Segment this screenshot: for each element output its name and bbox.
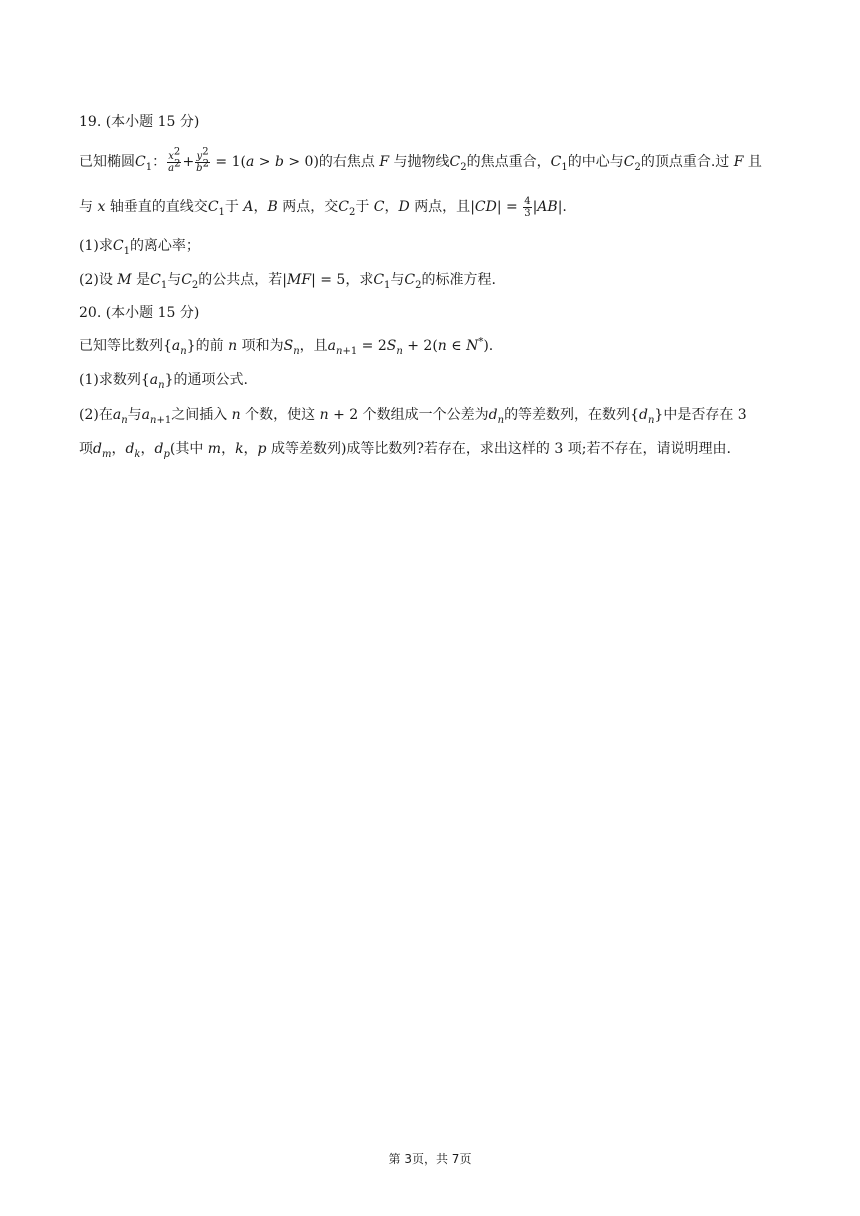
fraction-x2-a2: $\frac{x^2}{a^2}$ bbox=[168, 146, 181, 174]
question-20-part2-line1: (2)在$a_n$与$a_{n+1}$之间插入 n 个数，使这 n + 2 个数组成一个公差为$d_n$的等差数列，在数列$\{d_n\}$中是否存在 3 bbox=[79, 407, 747, 426]
question-20-part2-line2: 项$d_m$，$d_k$，$d_p$(其中 m，k，p 成等差数列)成等比数列?若存在，求出这样的 3 项;若不存在，请说明理由. bbox=[79, 441, 731, 460]
page-footer: 第 3页，共 7页 bbox=[388, 1152, 472, 1166]
question-19-header: 19. (本小题 15 分) bbox=[79, 114, 200, 130]
question-19-part1: (1)求$C_1$的离心率； bbox=[79, 238, 200, 257]
question-20-stem: 已知等比数列$\{a_n\}$的前 n 项和为$S_n$，且$a_{n+1} = 2S_n + 2(n$ ∈ N*). bbox=[79, 336, 494, 357]
question-19-stem-line1: 已知椭圆$C_1$： $\frac{x^2}{a^2}$ + $\frac{y^2}{b^2}$ = 1(a > b > 0)的右焦点 F 与抛物线$C_2$的焦点重合，$C_1$的中心与$C_2$的顶点重合.过 F 且 bbox=[79, 146, 762, 174]
fraction-y2-b2: $\frac{y^2}{b^2}$ bbox=[196, 146, 209, 174]
question-19-part2: (2)设 M 是$C_1$与$C_2$的公共点，若|MF| = 5，求$C_1$与$C_2$的标准方程. bbox=[79, 272, 496, 291]
question-20-header: 20. (本小题 15 分) bbox=[79, 305, 200, 321]
fraction-4-3: $\frac{4}{3}$ bbox=[524, 195, 531, 219]
question-19-stem-line2: 与 x 轴垂直的直线交$C_1$于 A，B 两点，交$C_2$于 C，D 两点，且|CD| = $\frac{4}{3}$ |AB|. bbox=[79, 195, 567, 219]
question-20-part1: (1)求数列$\{a_n\}$的通项公式. bbox=[79, 372, 248, 391]
